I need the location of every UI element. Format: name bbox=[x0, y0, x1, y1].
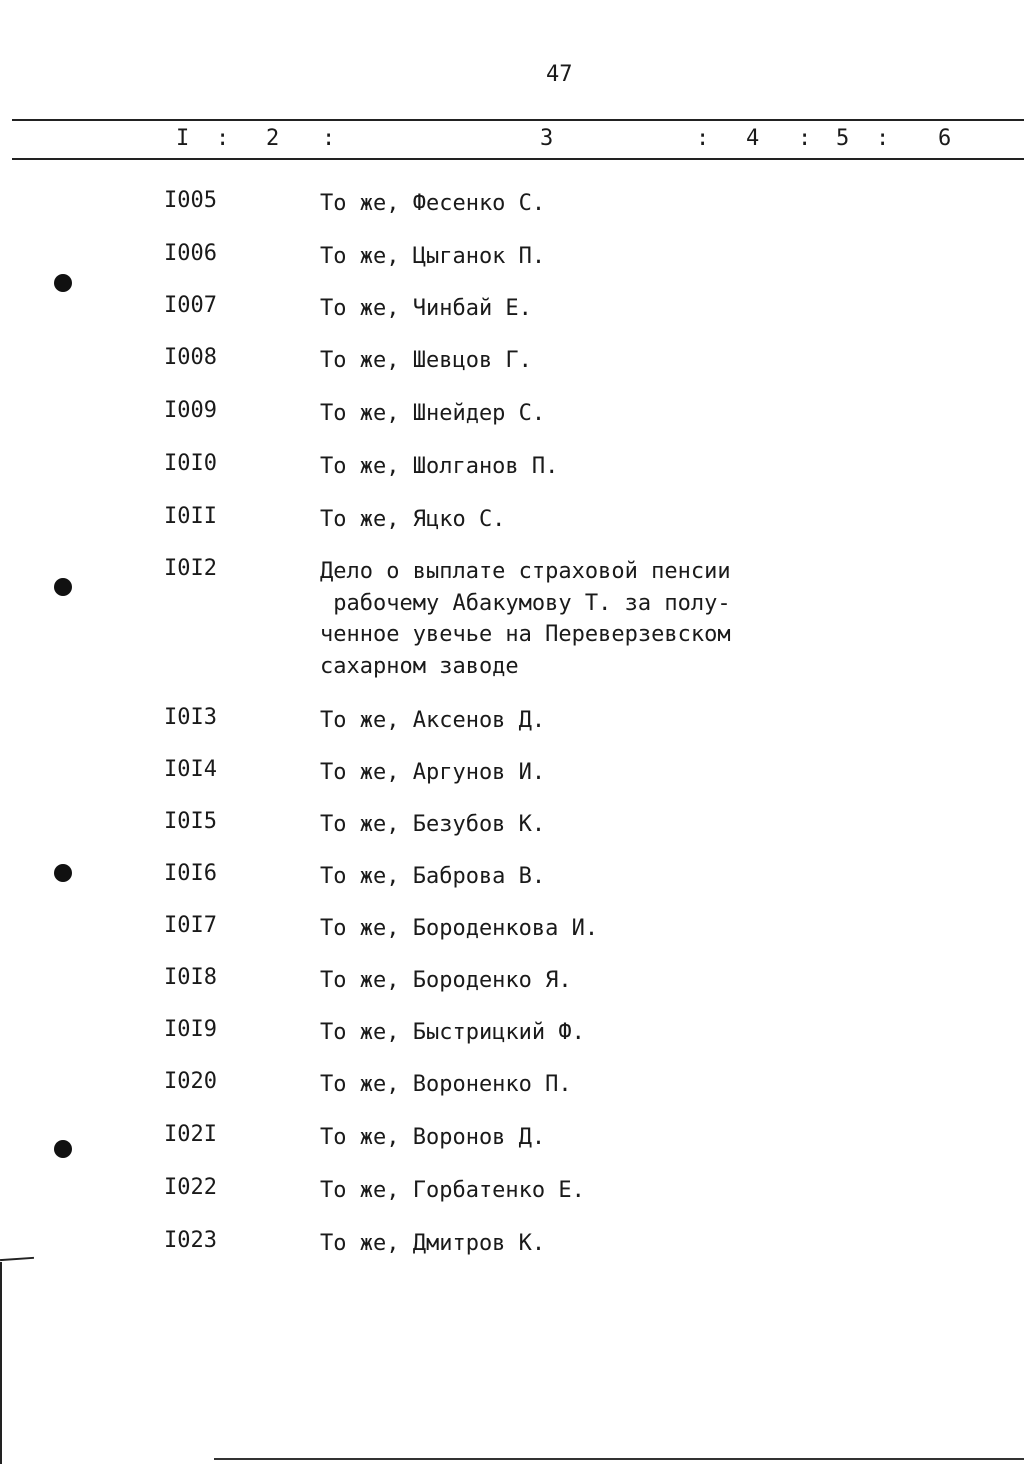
entry-number: I0I9 bbox=[164, 1017, 217, 1042]
entry-description: То же, Шнейдер С. bbox=[320, 401, 546, 426]
page-bottom-edge bbox=[214, 1458, 1024, 1460]
entry-description: То же, Бороденкова И. bbox=[320, 916, 599, 941]
entry-number: I020 bbox=[164, 1069, 217, 1094]
header-separator: : bbox=[696, 126, 710, 151]
entry-number: I0I0 bbox=[164, 451, 217, 476]
entry-number: I0I4 bbox=[164, 757, 217, 782]
header-separator: : bbox=[876, 126, 890, 151]
entry-number: I0I5 bbox=[164, 809, 217, 834]
header-col-2: 2 bbox=[266, 126, 280, 151]
punch-hole-icon bbox=[54, 864, 72, 882]
header-separator: : bbox=[322, 126, 336, 151]
entry-number: I0I6 bbox=[164, 861, 217, 886]
entry-description: То же, Шолганов П. bbox=[320, 454, 559, 479]
entry-description: То же, Дмитров К. bbox=[320, 1231, 546, 1256]
entry-number: I0I2 bbox=[164, 556, 217, 581]
header-col-6: 6 bbox=[938, 126, 952, 151]
entry-description: То же, Воронов Д. bbox=[320, 1125, 546, 1150]
entry-number: I022 bbox=[164, 1175, 217, 1200]
entry-description: То же, Цыганок П. bbox=[320, 244, 546, 269]
entry-number: I02I bbox=[164, 1122, 217, 1147]
header-rule-bottom bbox=[12, 158, 1024, 160]
header-col-5: 5 bbox=[836, 126, 850, 151]
header-col-3: 3 bbox=[540, 126, 554, 151]
entry-description: То же, Яцко С. bbox=[320, 507, 506, 532]
entry-description: То же, Фесенко С. bbox=[320, 191, 546, 216]
entry-description: То же, Бороденко Я. bbox=[320, 968, 572, 993]
margin-edge-line bbox=[0, 1262, 2, 1464]
entry-number: I008 bbox=[164, 345, 217, 370]
entry-description: То же, Безубов К. bbox=[320, 812, 546, 837]
entry-description: То же, Вороненко П. bbox=[320, 1072, 572, 1097]
entry-number: I0I3 bbox=[164, 705, 217, 730]
entry-number: I006 bbox=[164, 241, 217, 266]
entry-number: I023 bbox=[164, 1228, 217, 1253]
punch-hole-icon bbox=[54, 274, 72, 292]
header-rule-top bbox=[12, 119, 1024, 121]
entry-number: I0II bbox=[164, 504, 217, 529]
page-number: 47 bbox=[546, 62, 573, 87]
margin-mark bbox=[0, 1257, 34, 1261]
entry-description: То же, Горбатенко Е. bbox=[320, 1178, 585, 1203]
entry-number: I007 bbox=[164, 293, 217, 318]
entry-description: То же, Быстрицкий Ф. bbox=[320, 1020, 585, 1045]
entry-description: То же, Аксенов Д. bbox=[320, 708, 546, 733]
header-col-1: I bbox=[176, 126, 190, 151]
punch-hole-icon bbox=[54, 578, 72, 596]
entry-number: I005 bbox=[164, 188, 217, 213]
punch-hole-icon bbox=[54, 1140, 72, 1158]
header-col-4: 4 bbox=[746, 126, 760, 151]
header-separator: : bbox=[798, 126, 812, 151]
entry-description: То же, Чинбай Е. bbox=[320, 296, 532, 321]
entry-description: То же, Шевцов Г. bbox=[320, 348, 532, 373]
header-separator: : bbox=[216, 126, 230, 151]
entry-number: I0I8 bbox=[164, 965, 217, 990]
entry-description: То же, Аргунов И. bbox=[320, 760, 546, 785]
entry-number: I0I7 bbox=[164, 913, 217, 938]
entry-number: I009 bbox=[164, 398, 217, 423]
entry-description: То же, Баброва В. bbox=[320, 864, 546, 889]
entry-description: Дело о выплате страховой пенсии рабочему Абакумову Т. за полу- ченное увечье на Переверзевском сахарном заводе bbox=[320, 559, 731, 679]
